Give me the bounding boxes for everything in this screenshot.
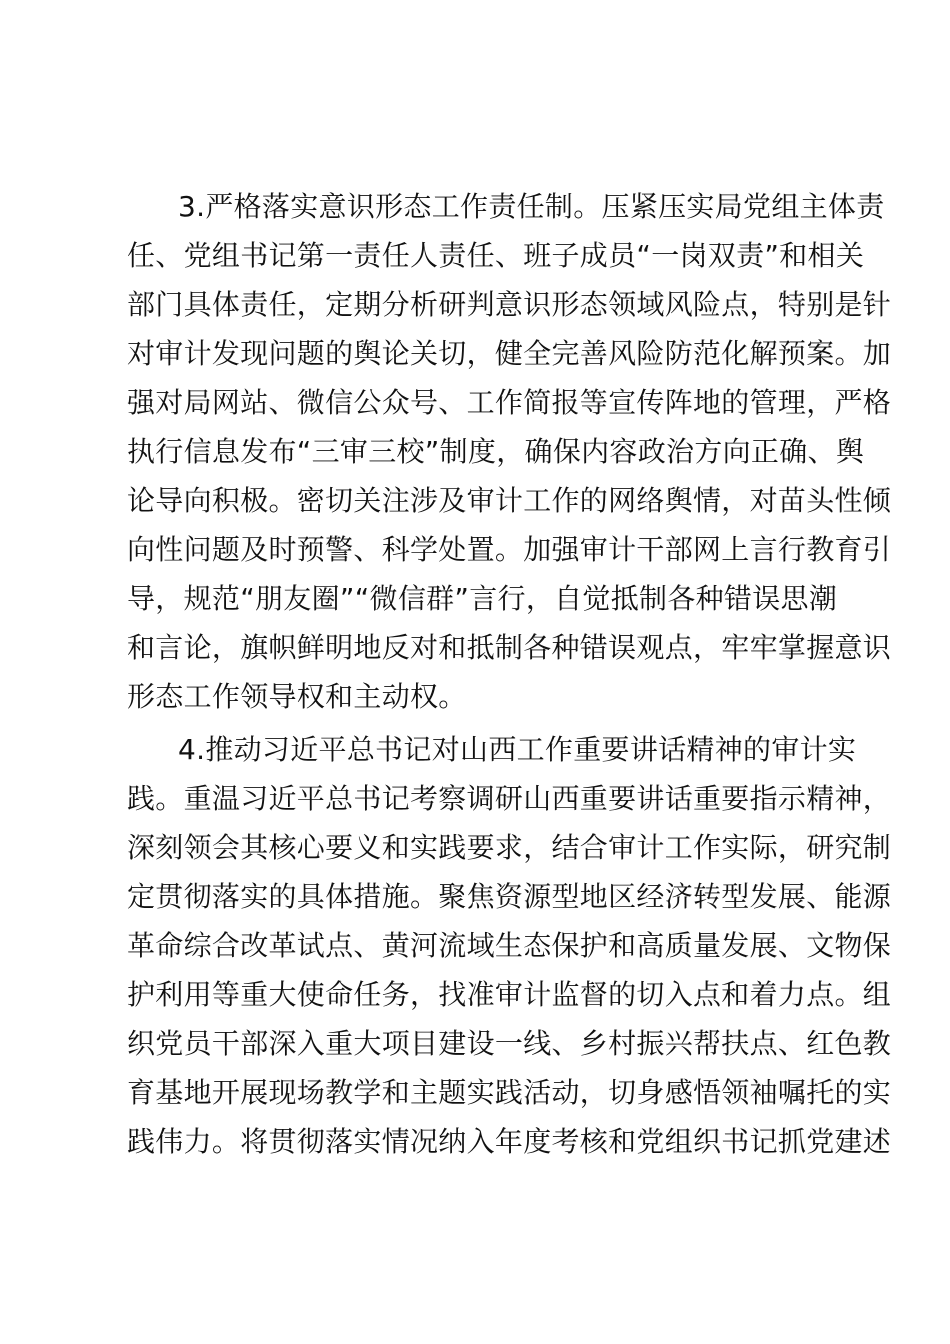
text-line: 强对局网站、微信公众号、工作简报等宣传阵地的管理，严格 [127, 386, 892, 419]
text-line: 向性问题及时预警、科学处置。加强审计干部网上言行教育引 [127, 533, 892, 566]
text-line: 护利用等重大使命任务，找准审计监督的切入点和着力点。组 [127, 978, 892, 1011]
text-line: 4.推动习近平总书记对山西工作重要讲话精神的审计实 [178, 733, 857, 766]
text-line: 革命综合改革试点、黄河流域生态保护和高质量发展、文物保 [127, 929, 892, 962]
text-line: 形态工作领导权和主动权。 [127, 680, 467, 713]
text-line: 对审计发现问题的舆论关切，健全完善风险防范化解预案。加 [127, 337, 892, 370]
text-line: 践。重温习近平总书记考察调研山西重要讲话重要指示精神， [127, 782, 892, 815]
text-line: 导，规范“朋友圈”“微信群”言行，自觉抵制各种错误思潮 [127, 582, 838, 615]
text-line: 任、党组书记第一责任人责任、班子成员“一岗双责”和相关 [127, 239, 865, 272]
text-line: 定贯彻落实的具体措施。聚焦资源型地区经济转型发展、能源 [127, 880, 892, 913]
text-line: 执行信息发布“三审三校”制度，确保内容政治方向正确、舆 [127, 435, 865, 468]
text-line: 育基地开展现场教学和主题实践活动，切身感悟领袖嘱托的实 [127, 1076, 892, 1109]
text-line: 深刻领会其核心要义和实践要求，结合审计工作实际，研究制 [127, 831, 892, 864]
text-line: 部门具体责任，定期分析研判意识形态领域风险点，特别是针 [127, 288, 892, 321]
text-line: 织党员干部深入重大项目建设一线、乡村振兴帮扶点、红色教 [127, 1027, 892, 1060]
text-line: 和言论，旗帜鲜明地反对和抵制各种错误观点，牢牢掌握意识 [127, 631, 892, 664]
text-line: 践伟力。将贯彻落实情况纳入年度考核和党组织书记抓党建述 [127, 1125, 892, 1158]
text-line: 3.严格落实意识形态工作责任制。压紧压实局党组主体责 [178, 190, 885, 223]
text-line: 论导向积极。密切关注涉及审计工作的网络舆情，对苗头性倾 [127, 484, 892, 517]
